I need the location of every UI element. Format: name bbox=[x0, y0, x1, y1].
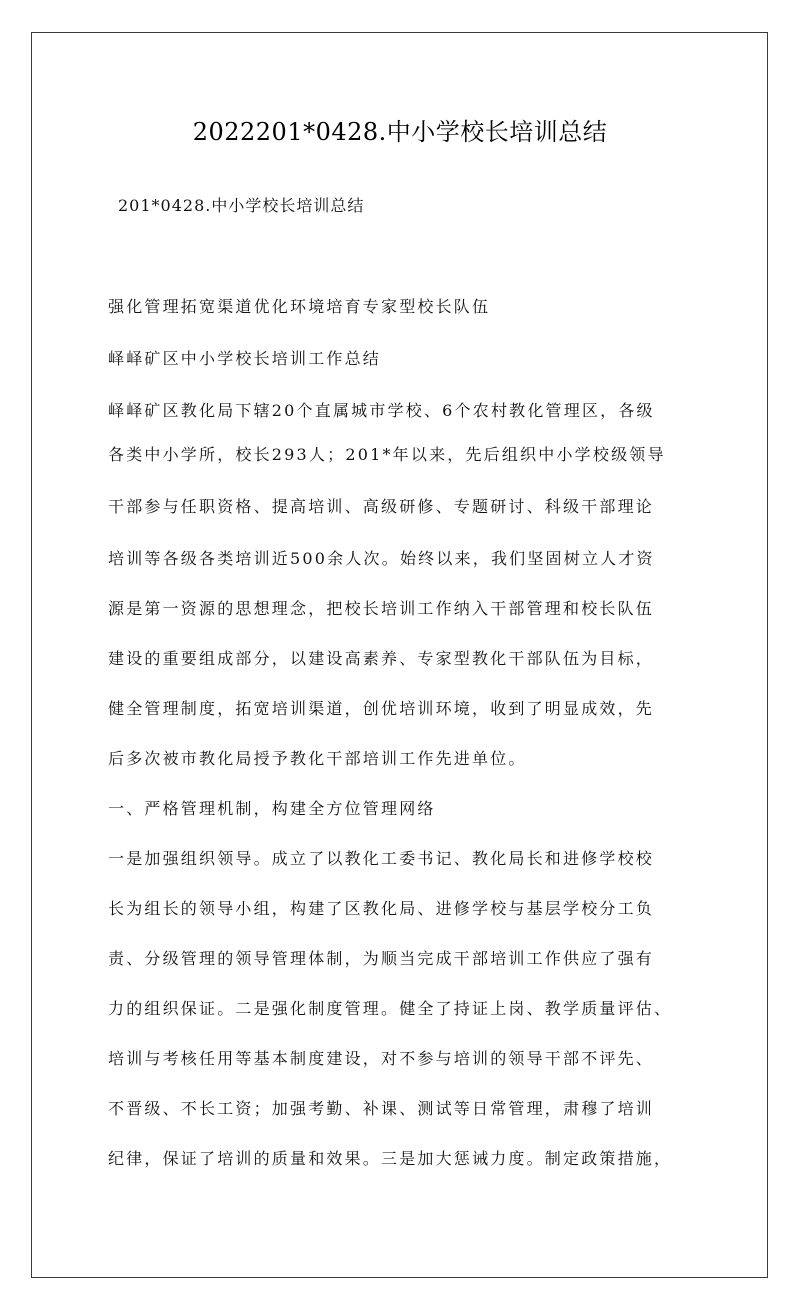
document-title: 2022201*0428.中小学校长培训总结 bbox=[192, 118, 608, 146]
heading-line: 峄峄矿区中小学校长培训工作总结 bbox=[108, 349, 382, 368]
body-line: 长为组长的领导小组，构建了区教化局、进修学校与基层学校分工负 bbox=[108, 899, 655, 918]
body-line: 培训与考核任用等基本制度建设，对不参与培训的领导干部不评先、 bbox=[108, 1049, 655, 1068]
body-line: 峄峄矿区教化局下辖20个直属城市学校、6个农村教化管理区，各级 bbox=[108, 401, 655, 420]
body-line: 责、分级管理的领导管理体制，为顺当完成干部培训工作供应了强有 bbox=[108, 949, 655, 968]
document-subtitle: 201*0428.中小学校长培训总结 bbox=[118, 196, 365, 215]
heading-line: 强化管理拓宽渠道优化环境培育专家型校长队伍 bbox=[108, 297, 491, 316]
body-line: 源是第一资源的思想理念，把校长培训工作纳入干部管理和校长队伍 bbox=[108, 599, 655, 618]
body-line: 建设的重要组成部分，以建设高素养、专家型教化干部队伍为目标， bbox=[108, 649, 655, 668]
body-line: 后多次被市教化局授予教化干部培训工作先进单位。 bbox=[108, 749, 527, 768]
body-line: 不晋级、不长工资；加强考勤、补课、测试等日常管理，肃穆了培训 bbox=[108, 1099, 655, 1118]
section-heading: 一、严格管理机制，构建全方位管理网络 bbox=[108, 799, 436, 818]
body-line: 一是加强组织领导。成立了以教化工委书记、教化局长和进修学校校 bbox=[108, 849, 655, 868]
body-line: 培训等各级各类培训近500余人次。始终以来，我们坚固树立人才资 bbox=[108, 549, 655, 568]
body-line: 各类中小学所，校长293人；201*年以来，先后组织中小学校级领导 bbox=[108, 445, 666, 464]
body-line: 干部参与任职资格、提高培训、高级研修、专题研讨、科级干部理论 bbox=[108, 497, 655, 516]
body-line: 力的组织保证。二是强化制度管理。健全了持证上岗、教学质量评估、 bbox=[108, 999, 673, 1018]
body-line: 健全管理制度，拓宽培训渠道，创优培训环境，收到了明显成效，先 bbox=[108, 699, 655, 718]
body-line: 纪律，保证了培训的质量和效果。三是加大惩诫力度。制定政策措施， bbox=[108, 1149, 673, 1168]
